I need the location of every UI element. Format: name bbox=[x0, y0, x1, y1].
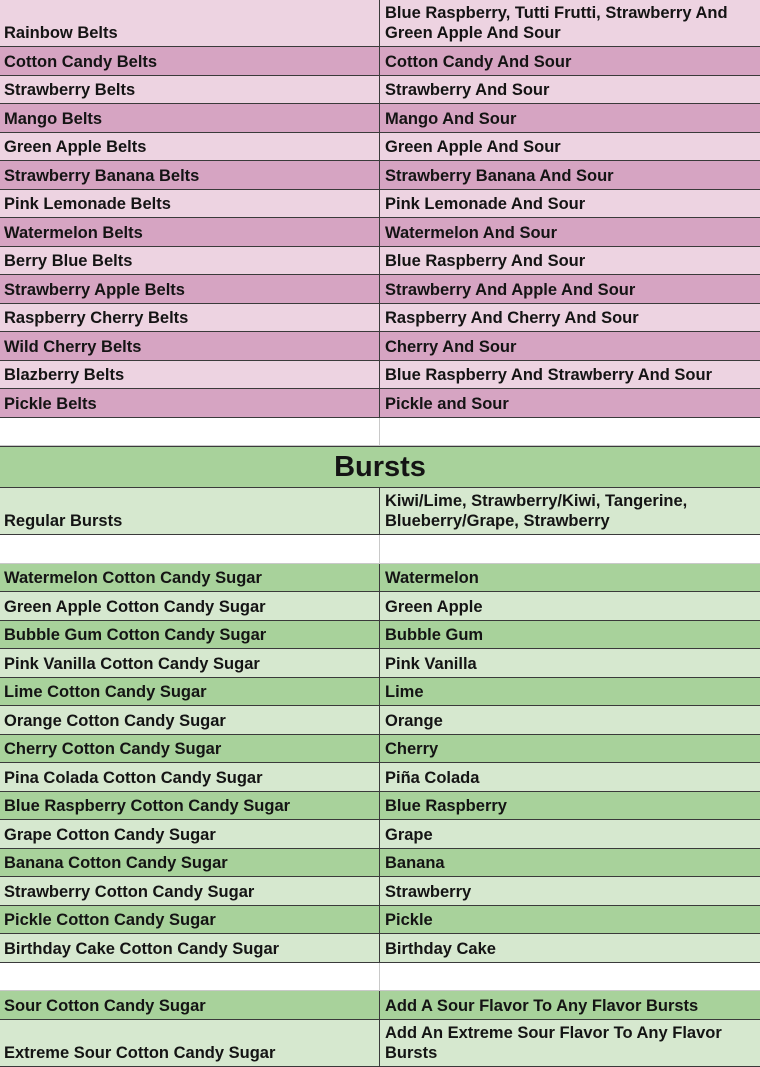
table-row bbox=[0, 247, 760, 276]
table-row bbox=[0, 906, 760, 935]
table-row bbox=[0, 218, 760, 247]
belts-section bbox=[0, 0, 760, 418]
flavor-description: Pink Lemonade And Sour bbox=[385, 195, 586, 213]
empty-cell bbox=[0, 418, 380, 446]
flavor-description: Grape bbox=[385, 825, 433, 844]
flavor-description: Raspberry And Cherry And Sour bbox=[385, 309, 639, 327]
product-name: Regular Bursts bbox=[0, 488, 380, 534]
table-row bbox=[0, 161, 760, 190]
flavor-description: Blue Raspberry And Strawberry And Sour bbox=[385, 366, 713, 384]
section-title: Bursts bbox=[0, 446, 760, 488]
table-row bbox=[0, 564, 760, 593]
table-row bbox=[0, 1020, 760, 1067]
product-name: Rainbow Belts bbox=[0, 0, 380, 46]
flavor-description: Strawberry And Apple And Sour bbox=[385, 280, 636, 299]
product-name: Lime Cotton Candy Sugar bbox=[0, 678, 380, 706]
flavor-description: Cherry And Sour bbox=[385, 337, 517, 356]
table-row bbox=[0, 488, 760, 535]
table-row bbox=[0, 621, 760, 650]
product-name: Pink Vanilla Cotton Candy Sugar bbox=[0, 649, 380, 677]
table-row bbox=[0, 877, 760, 906]
table-row bbox=[0, 649, 760, 678]
product-name: Green Apple Belts bbox=[0, 133, 380, 161]
flavor-description: Green Apple bbox=[385, 597, 483, 616]
product-name: Orange Cotton Candy Sugar bbox=[0, 706, 380, 734]
table-row bbox=[0, 304, 760, 333]
flavor-description: Add An Extreme Sour Flavor To Any Flavor Bursts bbox=[385, 1023, 722, 1062]
product-name: Banana Cotton Candy Sugar bbox=[0, 849, 380, 877]
sour-sugars-section bbox=[0, 991, 760, 1067]
empty-cell bbox=[0, 963, 380, 991]
product-name: Cotton Candy Belts bbox=[0, 47, 380, 75]
flavor-description: Blue Raspberry bbox=[385, 797, 507, 815]
product-name: Blazberry Belts bbox=[0, 361, 380, 389]
table-row bbox=[0, 763, 760, 792]
table-row bbox=[0, 47, 760, 76]
product-name: Extreme Sour Cotton Candy Sugar bbox=[0, 1020, 380, 1066]
flavor-description: Pickle bbox=[385, 911, 433, 929]
empty-cell bbox=[0, 535, 380, 563]
product-name: Pickle Cotton Candy Sugar bbox=[0, 906, 380, 934]
table-row bbox=[0, 190, 760, 219]
table-row bbox=[0, 735, 760, 764]
flavor-description: Green Apple And Sour bbox=[385, 138, 561, 156]
flavor-description: Watermelon bbox=[385, 569, 479, 587]
table-row bbox=[0, 934, 760, 963]
table-row bbox=[0, 133, 760, 162]
flavor-description: Strawberry Banana And Sour bbox=[385, 166, 614, 185]
product-name: Strawberry Belts bbox=[0, 76, 380, 104]
product-name: Strawberry Cotton Candy Sugar bbox=[0, 877, 380, 905]
blank-row bbox=[0, 418, 760, 447]
flavor-description: Orange bbox=[385, 711, 443, 730]
table-row bbox=[0, 706, 760, 735]
product-name: Cherry Cotton Candy Sugar bbox=[0, 735, 380, 763]
empty-cell bbox=[380, 535, 760, 563]
product-name: Watermelon Cotton Candy Sugar bbox=[0, 564, 380, 592]
table-row bbox=[0, 104, 760, 133]
flavor-description: Piña Colada bbox=[385, 768, 480, 787]
flavor-description: Birthday Cake bbox=[385, 939, 496, 958]
table-row bbox=[0, 820, 760, 849]
flavor-description: Cherry bbox=[385, 740, 439, 758]
flavor-description: Mango And Sour bbox=[385, 109, 517, 128]
flavor-description: Kiwi/Lime, Strawberry/Kiwi, Tangerine, Blueberry/Grape, Strawberry bbox=[385, 492, 688, 530]
product-name: Green Apple Cotton Candy Sugar bbox=[0, 592, 380, 620]
flavor-description: Add A Sour Flavor To Any Flavor Bursts bbox=[385, 996, 699, 1015]
product-name: Wild Cherry Belts bbox=[0, 332, 380, 360]
table-row bbox=[0, 678, 760, 707]
product-name: Strawberry Banana Belts bbox=[0, 161, 380, 189]
table-row bbox=[0, 361, 760, 390]
table-row bbox=[0, 592, 760, 621]
table-row bbox=[0, 275, 760, 304]
empty-cell bbox=[380, 418, 760, 446]
product-name: Mango Belts bbox=[0, 104, 380, 132]
product-name: Pickle Belts bbox=[0, 389, 380, 417]
product-name: Strawberry Apple Belts bbox=[0, 275, 380, 303]
flavor-description: Watermelon And Sour bbox=[385, 223, 558, 242]
blank-row bbox=[0, 963, 760, 992]
product-name: Sour Cotton Candy Sugar bbox=[0, 991, 380, 1019]
flavor-description: Banana bbox=[385, 854, 445, 872]
flavor-description: Blue Raspberry, Tutti Frutti, Strawberry And Green Apple And Sour bbox=[385, 4, 728, 42]
flavor-description: Strawberry And Sour bbox=[385, 81, 550, 99]
product-name: Bubble Gum Cotton Candy Sugar bbox=[0, 621, 380, 649]
product-name: Watermelon Belts bbox=[0, 218, 380, 246]
table-row bbox=[0, 792, 760, 821]
flavor-description: Pink Vanilla bbox=[385, 654, 477, 673]
flavor-description: Blue Raspberry And Sour bbox=[385, 252, 586, 270]
empty-cell bbox=[380, 963, 760, 991]
product-name: Pina Colada Cotton Candy Sugar bbox=[0, 763, 380, 791]
table-row bbox=[0, 991, 760, 1020]
product-name: Birthday Cake Cotton Candy Sugar bbox=[0, 934, 380, 962]
flavor-description: Strawberry bbox=[385, 882, 472, 901]
flavor-description: Lime bbox=[385, 683, 424, 701]
product-name: Berry Blue Belts bbox=[0, 247, 380, 275]
flavor-description: Pickle and Sour bbox=[385, 394, 509, 413]
blank-row bbox=[0, 535, 760, 564]
product-name: Grape Cotton Candy Sugar bbox=[0, 820, 380, 848]
sugars-section bbox=[0, 564, 760, 963]
flavor-description: Bubble Gum bbox=[385, 626, 484, 644]
table-row bbox=[0, 332, 760, 361]
table-row bbox=[0, 0, 760, 47]
table-row bbox=[0, 76, 760, 105]
flavor-description: Cotton Candy And Sour bbox=[385, 52, 572, 71]
product-name: Blue Raspberry Cotton Candy Sugar bbox=[0, 792, 380, 820]
table-row bbox=[0, 849, 760, 878]
product-name: Pink Lemonade Belts bbox=[0, 190, 380, 218]
table-row bbox=[0, 389, 760, 418]
product-name: Raspberry Cherry Belts bbox=[0, 304, 380, 332]
